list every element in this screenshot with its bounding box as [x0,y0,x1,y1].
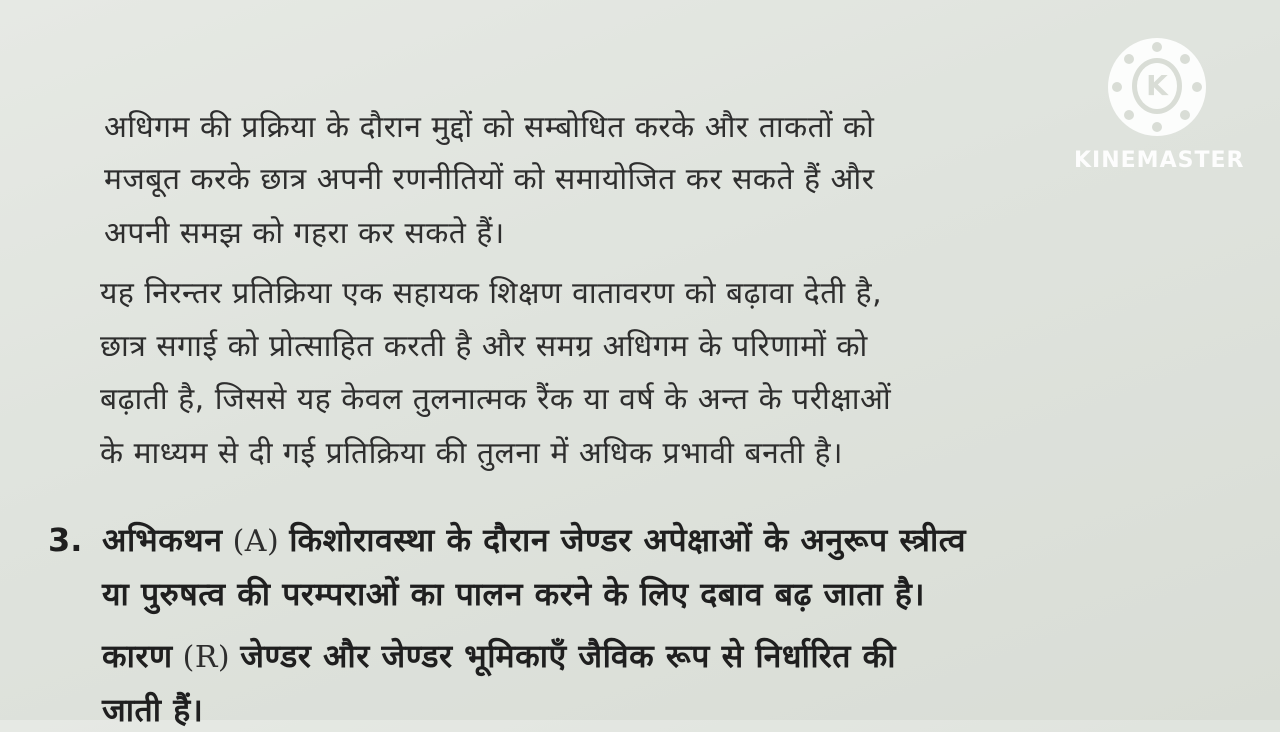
kinemaster-watermark-text: KINEMASTER [1074,148,1245,173]
paragraph2-line3: बढ़ाती है, जिससे यह केवल तुलनात्मक रैंक या वर्ष के अन्त के परीक्षाओं [100,382,892,417]
assertion-line2 [102,574,925,616]
paragraph2-line4: के माध्यम से दी गई प्रतिक्रिया की तुलना में अधिक प्रभावी बनती है। [100,436,843,471]
reason-text-line1: जेण्डर और जेण्डर भूमिकाएँ जैविक रूप से निर्धारित की [240,637,896,675]
reason-text-line2: जाती हैं। [102,691,204,729]
paragraph1-line1: अधिगम की प्रक्रिया के दौरान मुद्दों को सम्बोधित करके और ताकतों को [104,110,875,145]
paragraph2-line1: यह निरन्तर प्रतिक्रिया एक सहायक शिक्षण वातावरण को बढ़ावा देती है, [100,276,883,311]
reason-line2 [102,690,203,732]
kinemaster-logo-letter: K [1146,69,1168,102]
reason-line1 [102,636,896,678]
reason-label: कारण [102,637,173,675]
assertion-text-line1: किशोरावस्था के दौरान जेण्डर अपेक्षाओं के अनुरूप स्त्रीत्व [289,521,967,559]
assertion-tag: (A) [232,524,280,559]
question-number: 3. [48,521,83,559]
paragraph2-line2: छात्र सगाई को प्रोत्साहित करती है और समग्र अधिगम के परिणामों को [100,329,868,364]
reason-tag: (R) [182,640,231,675]
assertion-line1 [102,520,966,562]
assertion-label: अभिकथन [102,521,223,559]
paragraph1-line3: अपनी समझ को गहरा कर सकते हैं। [104,216,505,251]
kinemaster-logo-icon [1108,38,1206,136]
assertion-text-line2: या पुरुषत्व की परम्पराओं का पालन करने के लिए दबाव बढ़ जाता है। [102,575,925,613]
paragraph1-line2: मजबूत करके छात्र अपनी रणनीतियों को समायोजित कर सकते हैं और [104,162,875,197]
